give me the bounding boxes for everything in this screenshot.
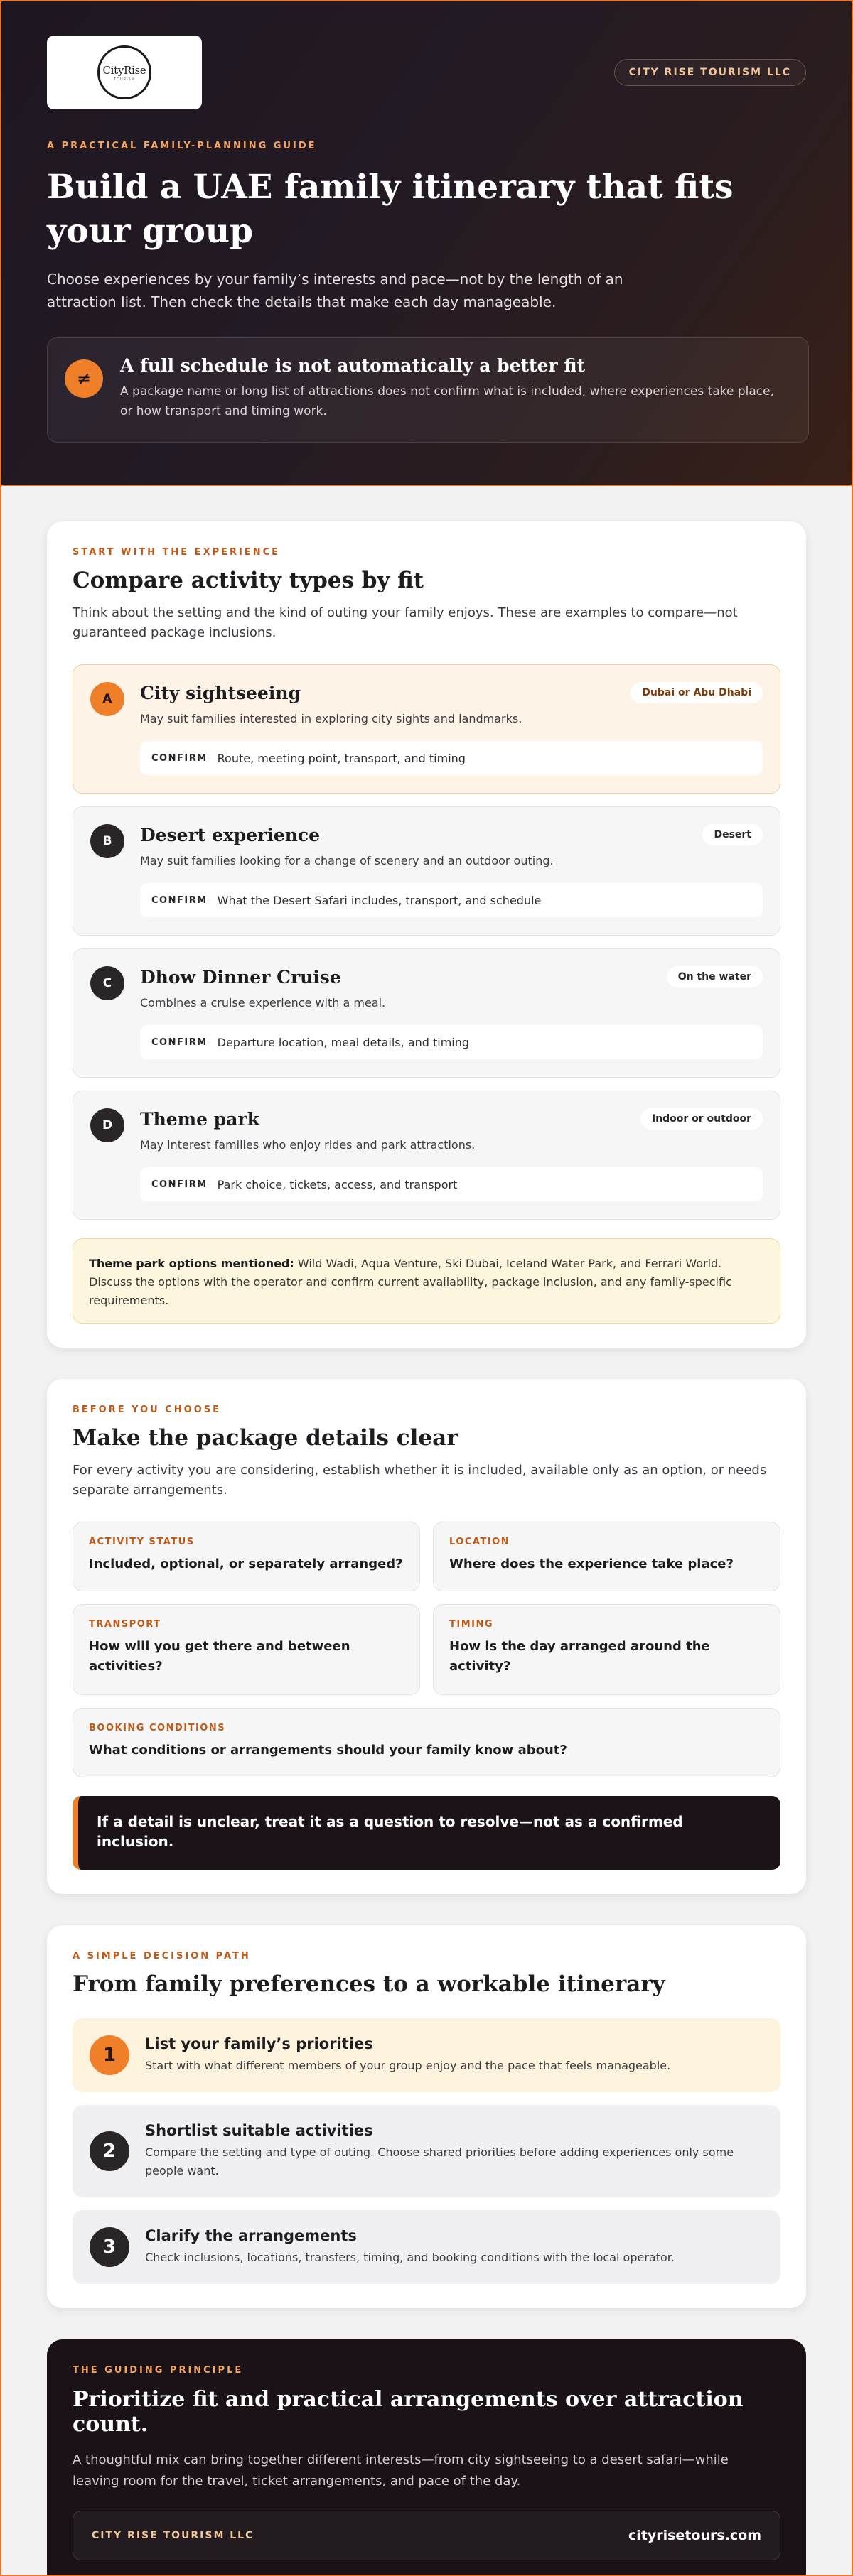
activity-card [73,948,780,1078]
activity-location-tag: On the water [667,966,763,987]
detail-card-activity-status [73,1522,420,1591]
step-number-badge: 2 [90,2131,129,2171]
hero-eyebrow: A PRACTICAL FAMILY-PLANNING GUIDE [47,141,317,151]
company-logo[interactable] [47,36,202,109]
confirm-label: CONFIRM [151,894,208,906]
activities-section [47,521,806,1348]
step-text: Compare the setting and type of outing. Choose shared priorities before adding experiences only some people want. [145,2145,734,2177]
detail-question: Included, optional, or separately arranged? [89,1557,403,1571]
details-grid [73,1522,780,1777]
principle-title: Prioritize fit and practical arrangements over attraction count. [73,2387,744,2437]
activity-letter-badge: B [90,824,124,858]
section-eyebrow: THE GUIDING PRINCIPLE [73,2365,244,2376]
footer-company: CITY RISE TOURISM LLC [92,2530,254,2541]
decision-step [73,2105,780,2197]
activity-card [73,806,780,936]
detail-question: Where does the experience take place? [449,1557,734,1571]
activity-confirm-box [140,741,763,775]
warning-text: A package name or long list of attractions does not confirm what is included, where experiences take place, or how transport and timing work. [120,384,775,418]
activity-letter-badge: A [90,682,124,716]
confirm-text: Route, meeting point, transport, and timing [217,751,466,765]
warning-body [120,355,788,421]
activity-card [73,1091,780,1220]
detail-card-booking-conditions [73,1708,780,1777]
detail-question: How is the day arranged around the activity? [449,1639,710,1674]
detail-label: BOOKING CONDITIONS [89,1723,226,1733]
activity-title: Dhow Dinner Cruise [140,966,341,987]
decision-step [73,2018,780,2092]
page-title: Build a UAE family itinerary that fits your group [47,168,734,251]
step-text: Start with what different members of your group enjoy and the pace that feels manageable. [145,2059,671,2072]
details-section [47,1379,806,1894]
guiding-principle-section [47,2339,806,2576]
warning-card [47,337,809,443]
step-text: Check inclusions, locations, transfers, timing, and booking conditions with the local operator. [145,2251,675,2264]
warning-title: A full schedule is not automatically a better fit [120,355,586,376]
activity-title: Theme park [140,1108,259,1130]
decision-step [73,2210,780,2284]
step-number-badge: 1 [90,2035,129,2075]
activity-title: City sightseeing [140,682,301,703]
hero-lead: Choose experiences by your family’s interests and pace—not by the length of an attraction list. Then check the details that make each day manageable. [47,271,623,310]
confirm-label: CONFIRM [151,1037,208,1048]
principle-text: A thoughtful mix can bring together different interests—from city sightseeing to a desert safari—while leaving room for the travel, ticket arrangements, and pace of the day. [73,2452,729,2489]
logo-text: CityRise [102,63,146,77]
activity-description: Combines a cruise experience with a meal. [140,996,386,1010]
activity-title: Desert experience [140,824,321,845]
detail-label: ACTIVITY STATUS [89,1537,195,1547]
activity-description: May suit families looking for a change of scenery and an outdoor outing. [140,854,554,867]
section-lead: For every activity you are considering, establish whether it is included, available only as an option, or needs separate arrangements. [73,1463,767,1498]
confirm-text: What the Desert Safari includes, transport, and schedule [217,893,542,907]
detail-question: How will you get there and between activities? [89,1639,350,1674]
activity-description: May suit families interested in exploring city sights and landmarks. [140,712,522,725]
hero-top-bar [47,36,806,109]
step-number-badge: 3 [90,2227,129,2267]
detail-label: LOCATION [449,1537,510,1547]
detail-card-timing [433,1604,780,1695]
detail-card-location [433,1522,780,1591]
activity-card [73,664,780,794]
activity-letter-badge: C [90,966,124,1000]
note-text: Wild Wadi, Aqua Venture, Ski Dubai, Iceland Water Park, and Ferrari World. Discuss the options with the operator and confirm current availability, package inclusion, and any family-specific requirements. [89,1257,732,1307]
note-label: Theme park options mentioned: [89,1257,294,1270]
footer-bar [73,2511,780,2560]
section-title: From family preferences to a workable itinerary [73,1971,665,1997]
step-title: Clarify the arrangements [145,2227,357,2244]
confirm-text: Departure location, meal details, and timing [217,1035,470,1049]
not-equal-icon: ≠ [65,359,103,398]
activity-location-tag: Dubai or Abu Dhabi [631,682,763,703]
decision-path-section [47,1925,806,2308]
activity-location-tag: Indoor or outdoor [640,1108,763,1130]
activity-confirm-box [140,1167,763,1201]
activity-confirm-box [140,1025,763,1059]
theme-park-note [73,1238,780,1324]
section-eyebrow: START WITH THE EXPERIENCE [73,547,281,558]
detail-label: TIMING [449,1619,494,1630]
activity-description: May interest families who enjoy rides and park attractions. [140,1138,476,1152]
logo-circle-icon [97,45,151,99]
detail-card-transport [73,1604,420,1695]
confirm-label: CONFIRM [151,752,208,764]
step-title: Shortlist suitable activities [145,2122,373,2139]
confirm-label: CONFIRM [151,1179,208,1190]
unclear-detail-callout: If a detail is unclear, treat it as a question to resolve—not as a confirmed inclusion. [73,1796,780,1870]
activity-confirm-box [140,883,763,917]
activity-location-tag: Desert [702,824,763,845]
step-title: List your family’s priorities [145,2035,373,2052]
section-title: Compare activity types by fit [73,568,424,593]
hero [1,1,852,486]
detail-label: TRANSPORT [89,1619,161,1630]
section-title: Make the package details clear [73,1425,458,1451]
company-chip: CITY RISE TOURISM LLC [614,59,806,86]
section-lead: Think about the setting and the kind of outing your family enjoys. These are examples to compare—not guaranteed package inclusions. [73,605,738,640]
detail-question: What conditions or arrangements should your family know about? [89,1743,567,1758]
section-eyebrow: A SIMPLE DECISION PATH [73,1951,251,1961]
activity-letter-badge: D [90,1108,124,1142]
section-eyebrow: BEFORE YOU CHOOSE [73,1405,221,1415]
logo-subtext: TOURISM [113,77,136,82]
footer-website-link[interactable]: cityrisetours.com [628,2528,761,2543]
confirm-text: Park choice, tickets, access, and transport [217,1177,458,1191]
